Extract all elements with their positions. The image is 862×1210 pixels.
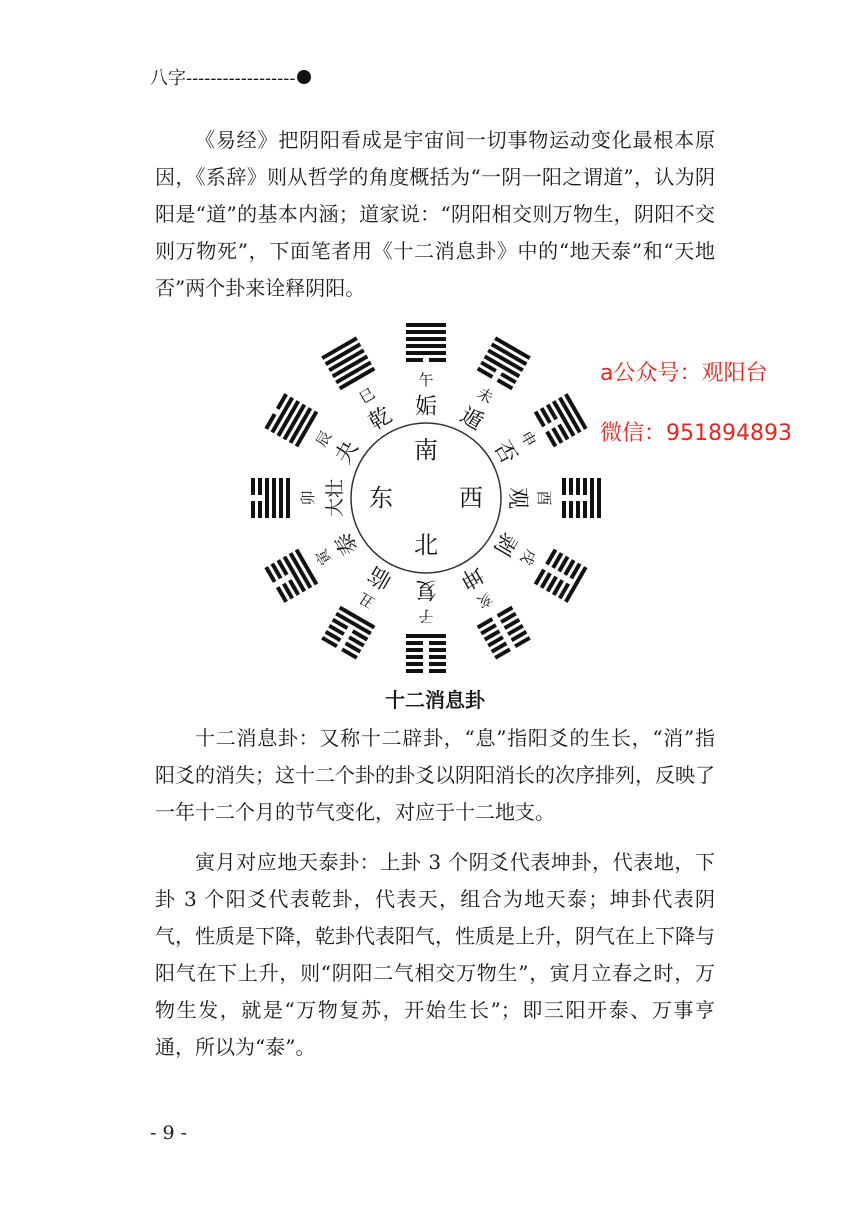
direction-north: 北: [414, 531, 438, 559]
branch-label: 戌: [516, 545, 540, 569]
gua-label: 姤: [414, 394, 438, 420]
yin-line: [429, 358, 446, 362]
gua-label: 剥: [488, 527, 522, 560]
yang-line: [590, 478, 594, 518]
yang-line: [265, 478, 269, 518]
yang-line: [406, 351, 446, 355]
yin-line: [406, 358, 423, 362]
yin-line: [562, 478, 566, 495]
diagram-caption-text: 十二消息卦: [385, 688, 485, 712]
paragraph-definition: 十二消息卦：又称十二辟卦，“息”指阳爻的生长，“消”指阳爻的消失；这十二个卦的卦爻以阴阳消长的次序排列，反映了一年十二个月的节气变化，对应于十二地支。: [155, 726, 715, 824]
yin-line: [258, 478, 262, 495]
branch-label: 巳: [355, 384, 379, 408]
gua-label: 夬: [330, 436, 364, 469]
gua-label: 遁: [455, 402, 488, 436]
yang-line: [406, 323, 446, 327]
yin-line: [406, 648, 423, 652]
watermark-account: a公众号：观阳台: [600, 361, 768, 386]
yin-line: [429, 655, 446, 659]
hexagram: [321, 606, 375, 660]
direction-east: 东: [369, 484, 393, 512]
branch-label: 未: [473, 384, 497, 408]
yang-line: [272, 478, 276, 518]
hexagram: [534, 549, 588, 603]
branch-label: 辰: [312, 427, 336, 451]
yin-line: [562, 501, 566, 518]
gua-label: 坤: [455, 560, 488, 594]
branch-label: 卯: [299, 490, 317, 506]
yang-line: [597, 478, 601, 518]
hexagram: [477, 336, 531, 390]
branch-label: 酉: [535, 490, 553, 506]
yin-line: [583, 501, 587, 518]
hexagram: [562, 478, 601, 518]
gua-label: 大壮: [324, 478, 346, 518]
branch-label: 申: [516, 427, 540, 451]
yin-line: [569, 478, 573, 495]
branch-label: 午: [418, 371, 434, 389]
yang-line: [406, 337, 446, 341]
diagram-caption: [0, 684, 862, 713]
yin-line: [576, 501, 580, 518]
yin-line: [251, 501, 255, 518]
direction-south: 南: [414, 436, 438, 464]
hexagram: [264, 549, 318, 603]
gua-label: 否: [488, 436, 522, 469]
hexagram: [406, 634, 446, 673]
page-number: - 9 -: [150, 1122, 188, 1144]
yin-line: [429, 648, 446, 652]
page-header: [150, 64, 311, 90]
hexagram: [406, 323, 446, 362]
yin-line: [569, 501, 573, 518]
hexagram: [321, 336, 375, 390]
yin-line: [576, 478, 580, 495]
paragraph-intro: 《易经》把阴阳看成是宇宙间一切事物运动变化最根本原因，《系辞》则从哲学的角度概括为“一阴一阳之谓道”，认为阴阳是“道”的基本内涵；道家说：“阴阳相交则万物生，阴阳不交则万物死”，下面笔者用《十二消息卦》中的“地天泰”和“天地否”两个卦来诠释阴阳。: [155, 128, 715, 300]
yin-line: [429, 641, 446, 645]
hexagram: [251, 478, 290, 518]
hexagram: [264, 393, 318, 447]
branch-label: 子: [418, 607, 434, 625]
yang-line: [406, 330, 446, 334]
yin-line: [406, 669, 423, 673]
yin-line: [583, 478, 587, 495]
branch-label: 寅: [312, 545, 336, 569]
gua-label: 复: [414, 576, 438, 602]
yin-line: [429, 662, 446, 666]
yin-line: [406, 662, 423, 666]
gua-label: 乾: [364, 402, 397, 436]
branch-label: 丑: [355, 588, 379, 612]
yin-line: [258, 501, 262, 518]
yin-line: [429, 669, 446, 673]
gua-label: 泰: [330, 527, 364, 560]
twelve-hexagram-diagram: [246, 320, 606, 680]
yang-line: [279, 478, 283, 518]
branch-label: 亥: [473, 588, 497, 612]
yang-line: [406, 344, 446, 348]
yin-line: [406, 641, 423, 645]
yang-line: [286, 478, 290, 518]
header-text: 八字------------------: [150, 68, 296, 89]
yang-line: [406, 634, 446, 638]
watermark-wechat: 微信：951894893: [600, 421, 792, 446]
paragraph-tai: 寅月对应地天泰卦：上卦 3 个阴爻代表坤卦，代表地，下卦 3 个阳爻代表乾卦，代表天，组合为地天泰；坤卦代表阴气，性质是下降，乾卦代表阳气，性质是上升，阴气在上下降与阳气在下上升，则“阴阳二气相交万物生”，寅月立春之时，万物生发，就是“万物复苏，开始生长”；即三阳开泰、万事亨通，所以为“泰”。: [155, 850, 715, 1059]
direction-west: 西: [459, 484, 483, 512]
yin-line: [251, 478, 255, 495]
gua-label: 观: [504, 486, 530, 510]
hexagram: [534, 393, 588, 447]
hexagram: [477, 606, 531, 660]
yin-line: [406, 655, 423, 659]
gua-label: 临: [364, 560, 397, 594]
bullet-dot-icon: [297, 70, 311, 84]
